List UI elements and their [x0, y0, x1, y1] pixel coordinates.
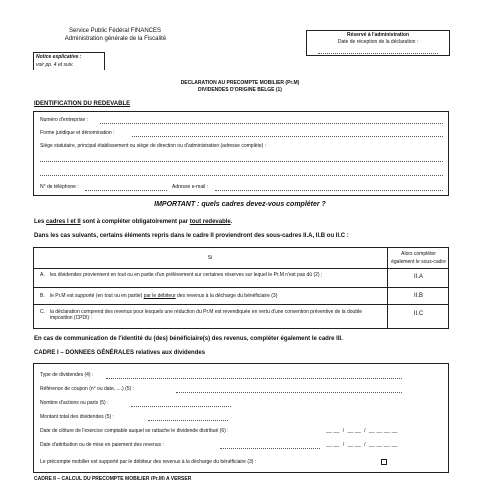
mandatory-pre: Les [34, 219, 45, 225]
email-label: Adresse e-mail : [172, 184, 209, 190]
row-b-text [50, 293, 380, 299]
identification-heading: IDENTIFICATION DU REDEVABLE [34, 101, 131, 107]
company-number-label: Numéro d'entreprise : [40, 117, 88, 123]
notice-ref: voir pp. 4 et suiv. [36, 62, 74, 68]
reserved-subtitle: Date de réception de la déclaration : [337, 39, 419, 45]
payment-date-leader [220, 448, 320, 449]
cadre2-heading-cut: CADRE II – CALCUL DU PRECOMPTE MOBILIER (Pr.M) A VERSER [34, 476, 192, 480]
mandatory-instruction [34, 219, 232, 226]
debtor-bears-checkbox[interactable] [381, 459, 387, 465]
row-b-target: II.B [413, 293, 423, 299]
phone-label: N° de téléphone : [40, 184, 79, 190]
mandatory-who: tout redevable [189, 219, 231, 225]
cases-table-row-line-1 [33, 287, 449, 288]
org-name: Service Public Fédéral FINANCES [68, 28, 162, 34]
org-administration: Administration générale de la Fiscalité [64, 36, 167, 42]
closing-date-field[interactable]: __ __ / __ __ / __ __ __ __ [326, 428, 398, 434]
row-a-target: II.A [413, 274, 423, 280]
form-subtitle: DIVIDENDES D'ORIGINE BELGE (1) [198, 87, 282, 93]
seat-field-line2[interactable] [40, 175, 443, 176]
row-a-text: les dividendes proviennent en tout ou en partie d'un prélèvement sur certaines réserves sur lequel le Pr.M n'est pas dû (2) ; [50, 272, 323, 278]
row-b-text-post: des revenus à la décharge du bénéficiaire (3) [177, 293, 278, 299]
cases-table-header-line [33, 268, 449, 269]
row-a-letter: A. [40, 272, 45, 278]
coupon-reference-label: Référence de coupon (n° ou date, ....) (5) : [40, 386, 134, 392]
seat-label: Siège statutaire, principal établissement ou siège de direction ou d'administration (adresse complète) : [40, 143, 267, 149]
mandatory-mid: sont à compléter obligatoirement par [82, 219, 189, 225]
total-amount-label: Montant total des dividendes (5) : [40, 414, 114, 420]
closing-date-label: Date de clôture de l'exercice comptable auquel se rattache le dividende distribué (6) : [40, 428, 229, 434]
company-number-field[interactable] [100, 123, 443, 124]
cases-table-row-line-2 [33, 304, 449, 305]
payment-date-label: Date d'attribution ou de mise en paiement des revenus : [40, 442, 164, 448]
phone-field[interactable] [85, 190, 167, 191]
beneficiary-note: En cas de communication de l'identité du (des) bénéficiaire(s) des revenus, compléter également le cadre III. [34, 336, 343, 342]
row-b-letter: B. [40, 293, 45, 299]
dividend-type-label: Type de dividendes (4) : [40, 372, 94, 378]
mandatory-end: . [230, 219, 233, 225]
row-c-letter: C. [40, 309, 45, 315]
row-c-text: la déclaration comprend des revenus pour lesquels une réduction du Pr.M est revendiquée en vertu d'une convention préventive de la double imposition (CPDI) : [50, 309, 362, 321]
mandatory-cadres: cadres I et II [46, 219, 81, 225]
row-b-text-underlined: par le débiteur [143, 293, 176, 299]
form-title: DECLARATION AU PRECOMPTE MOBILIER (Pr.M) [180, 80, 300, 86]
payment-date-field[interactable]: __ __ / __ __ / __ __ __ __ [326, 442, 398, 448]
reserved-date-line [318, 53, 438, 54]
email-field[interactable] [215, 190, 443, 191]
notice-title: Notice explicative : [36, 54, 82, 60]
reserved-title: Réservé à l'administration [346, 32, 410, 38]
col-also-header-line1: Alors compléter [401, 251, 436, 257]
cases-instruction: Dans les cas suivants, certains éléments repris dans le cadre II proviendront des sous-cadres II.A, II.B ou II.C : [34, 233, 349, 239]
dividend-type-field[interactable] [106, 378, 402, 379]
legal-form-field[interactable] [132, 136, 443, 137]
col-if-header: Si [207, 255, 213, 261]
shares-count-label: Nombre d'actions ou parts (5) : [40, 400, 109, 406]
total-amount-field[interactable] [148, 420, 228, 421]
row-c-target: II.C [413, 311, 424, 317]
legal-form-label: Forme juridique et dénomination : [40, 130, 115, 136]
important-heading: IMPORTANT : quels cadres devez-vous compléter ? [154, 201, 326, 208]
debtor-bears-label: Le précompte mobilier est supporté par le débiteur des revenus à la décharge du bénéficiaire (3) : [40, 459, 257, 465]
col-also-header-line2: également le sous-cadre [391, 259, 446, 265]
shares-count-field[interactable] [131, 406, 231, 407]
seat-field-line1[interactable] [40, 161, 443, 162]
cadre1-heading: CADRE I – DONNEES GÉNÉRALES relatives aux dividendes [34, 350, 206, 356]
coupon-reference-field[interactable] [176, 392, 402, 393]
row-b-text-pre: le Pr.M est supporté (en tout ou en partie) [50, 293, 143, 299]
